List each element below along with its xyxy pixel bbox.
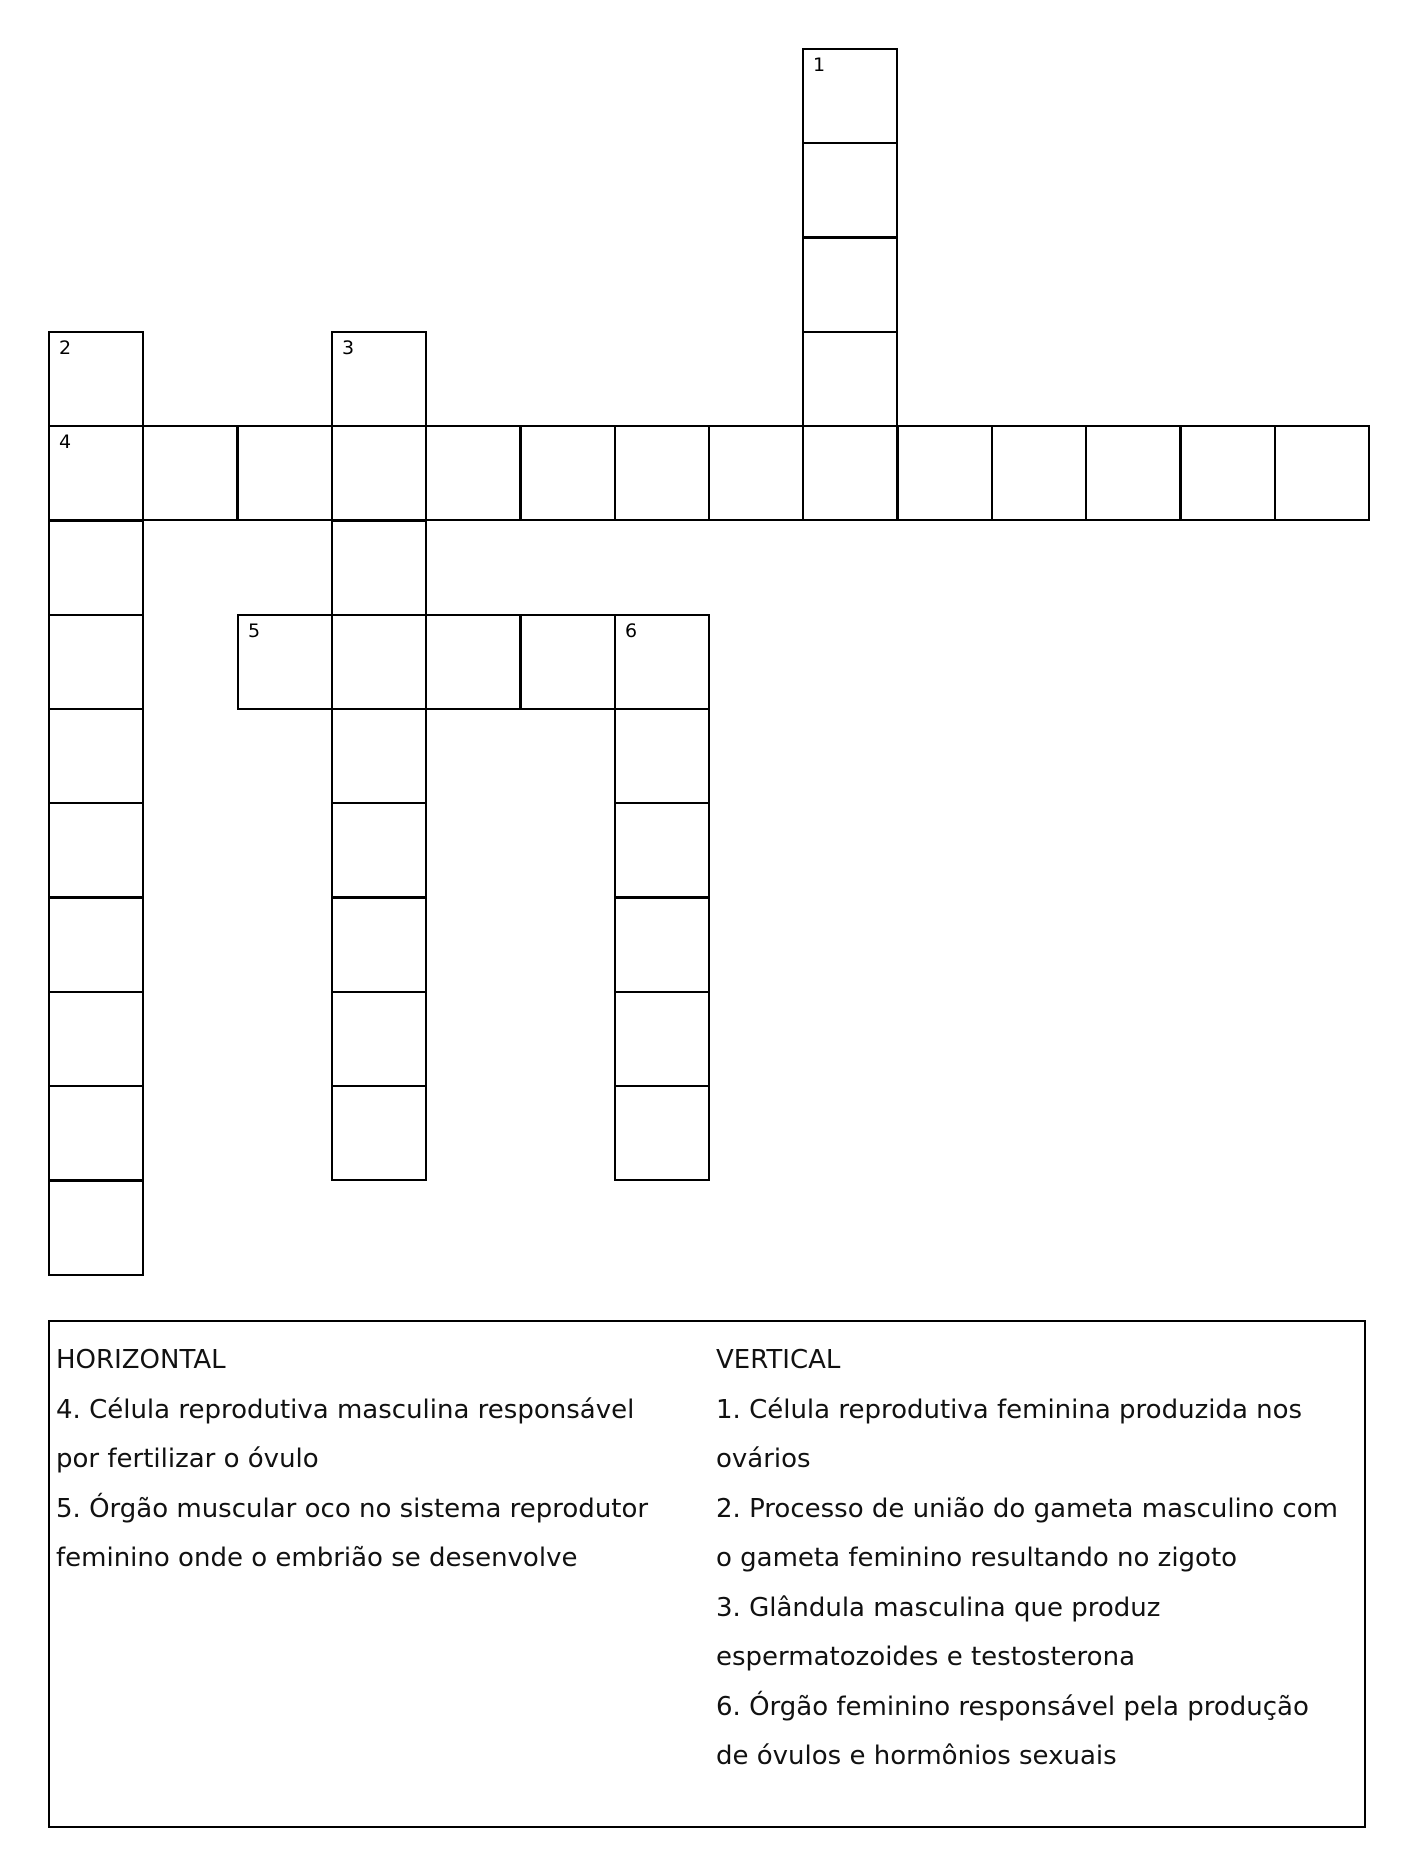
clue-number: 3 — [342, 337, 355, 359]
crossword-cell[interactable] — [48, 520, 144, 616]
crossword-cell[interactable] — [331, 991, 427, 1087]
clue-number: 6 — [625, 620, 638, 642]
clue-line: ovários — [716, 1444, 811, 1474]
crossword-cell[interactable] — [425, 614, 521, 710]
crossword-cell[interactable] — [802, 142, 898, 238]
crossword-cell[interactable] — [614, 802, 710, 898]
crossword-cell[interactable] — [48, 1085, 144, 1181]
clues-panel — [48, 1320, 1366, 1828]
clue-line: 3. Glândula masculina que produz — [716, 1592, 1161, 1623]
clue-number: 2 — [59, 337, 72, 359]
crossword-cell[interactable] — [1085, 425, 1181, 521]
crossword-cell[interactable] — [708, 425, 804, 521]
crossword-cell[interactable] — [331, 1085, 427, 1181]
crossword-cell[interactable] — [802, 48, 898, 144]
clue-line: 2. Processo de união do gameta masculino com — [716, 1493, 1338, 1524]
crossword-cell[interactable] — [991, 425, 1087, 521]
crossword-cell[interactable] — [331, 614, 427, 710]
crossword-cell[interactable] — [520, 425, 616, 521]
crossword-cell[interactable] — [897, 425, 993, 521]
crossword-cell[interactable] — [1180, 425, 1276, 521]
crossword-cell[interactable] — [48, 614, 144, 710]
clue-number: 4 — [59, 431, 72, 453]
crossword-cell[interactable] — [48, 897, 144, 993]
crossword-cell[interactable] — [614, 708, 710, 804]
vertical-clues — [716, 1336, 1356, 1782]
crossword-cell[interactable] — [802, 331, 898, 427]
horizontal-clues — [56, 1336, 696, 1584]
crossword-cell[interactable] — [802, 237, 898, 333]
crossword-cell[interactable] — [48, 425, 144, 521]
vertical-heading: VERTICAL — [716, 1345, 841, 1375]
crossword-cell[interactable] — [237, 614, 333, 710]
crossword-cell[interactable] — [802, 425, 898, 521]
crossword-cell[interactable] — [520, 614, 616, 710]
crossword-cell[interactable] — [614, 1085, 710, 1181]
clue-line: espermatozoides e testosterona — [716, 1642, 1135, 1672]
crossword-cell[interactable] — [331, 425, 427, 521]
crossword-cell[interactable] — [142, 425, 238, 521]
crossword-cell[interactable] — [331, 708, 427, 804]
clue-line: feminino onde o embrião se desenvolve — [56, 1543, 578, 1573]
crossword-cell[interactable] — [331, 897, 427, 993]
clue-number: 1 — [813, 54, 826, 76]
clue-number: 5 — [248, 620, 261, 642]
clue-line: 5. Órgão muscular oco no sistema reprodutor — [56, 1493, 649, 1524]
crossword-cell[interactable] — [48, 331, 144, 427]
crossword-cell[interactable] — [1274, 425, 1370, 521]
crossword-cell[interactable] — [237, 425, 333, 521]
clue-line: 4. Célula reprodutiva masculina responsável — [56, 1394, 635, 1425]
crossword-cell[interactable] — [614, 897, 710, 993]
clue-line: 6. Órgão feminino responsável pela produção — [716, 1691, 1309, 1722]
crossword-cell[interactable] — [48, 991, 144, 1087]
crossword-cell[interactable] — [331, 331, 427, 427]
crossword-cell[interactable] — [331, 802, 427, 898]
crossword-cell[interactable] — [48, 1180, 144, 1276]
crossword-cell[interactable] — [614, 425, 710, 521]
crossword-cell[interactable] — [331, 520, 427, 616]
crossword-cell[interactable] — [48, 708, 144, 804]
clue-line: o gameta feminino resultando no zigoto — [716, 1543, 1238, 1573]
crossword-cell[interactable] — [48, 802, 144, 898]
crossword-cell[interactable] — [614, 991, 710, 1087]
clue-line: por fertilizar o óvulo — [56, 1444, 319, 1474]
crossword-cell[interactable] — [425, 425, 521, 521]
crossword-cell[interactable] — [614, 614, 710, 710]
clue-line: de óvulos e hormônios sexuais — [716, 1741, 1117, 1771]
horizontal-heading: HORIZONTAL — [56, 1345, 226, 1375]
clue-line: 1. Célula reprodutiva feminina produzida nos — [716, 1394, 1303, 1425]
